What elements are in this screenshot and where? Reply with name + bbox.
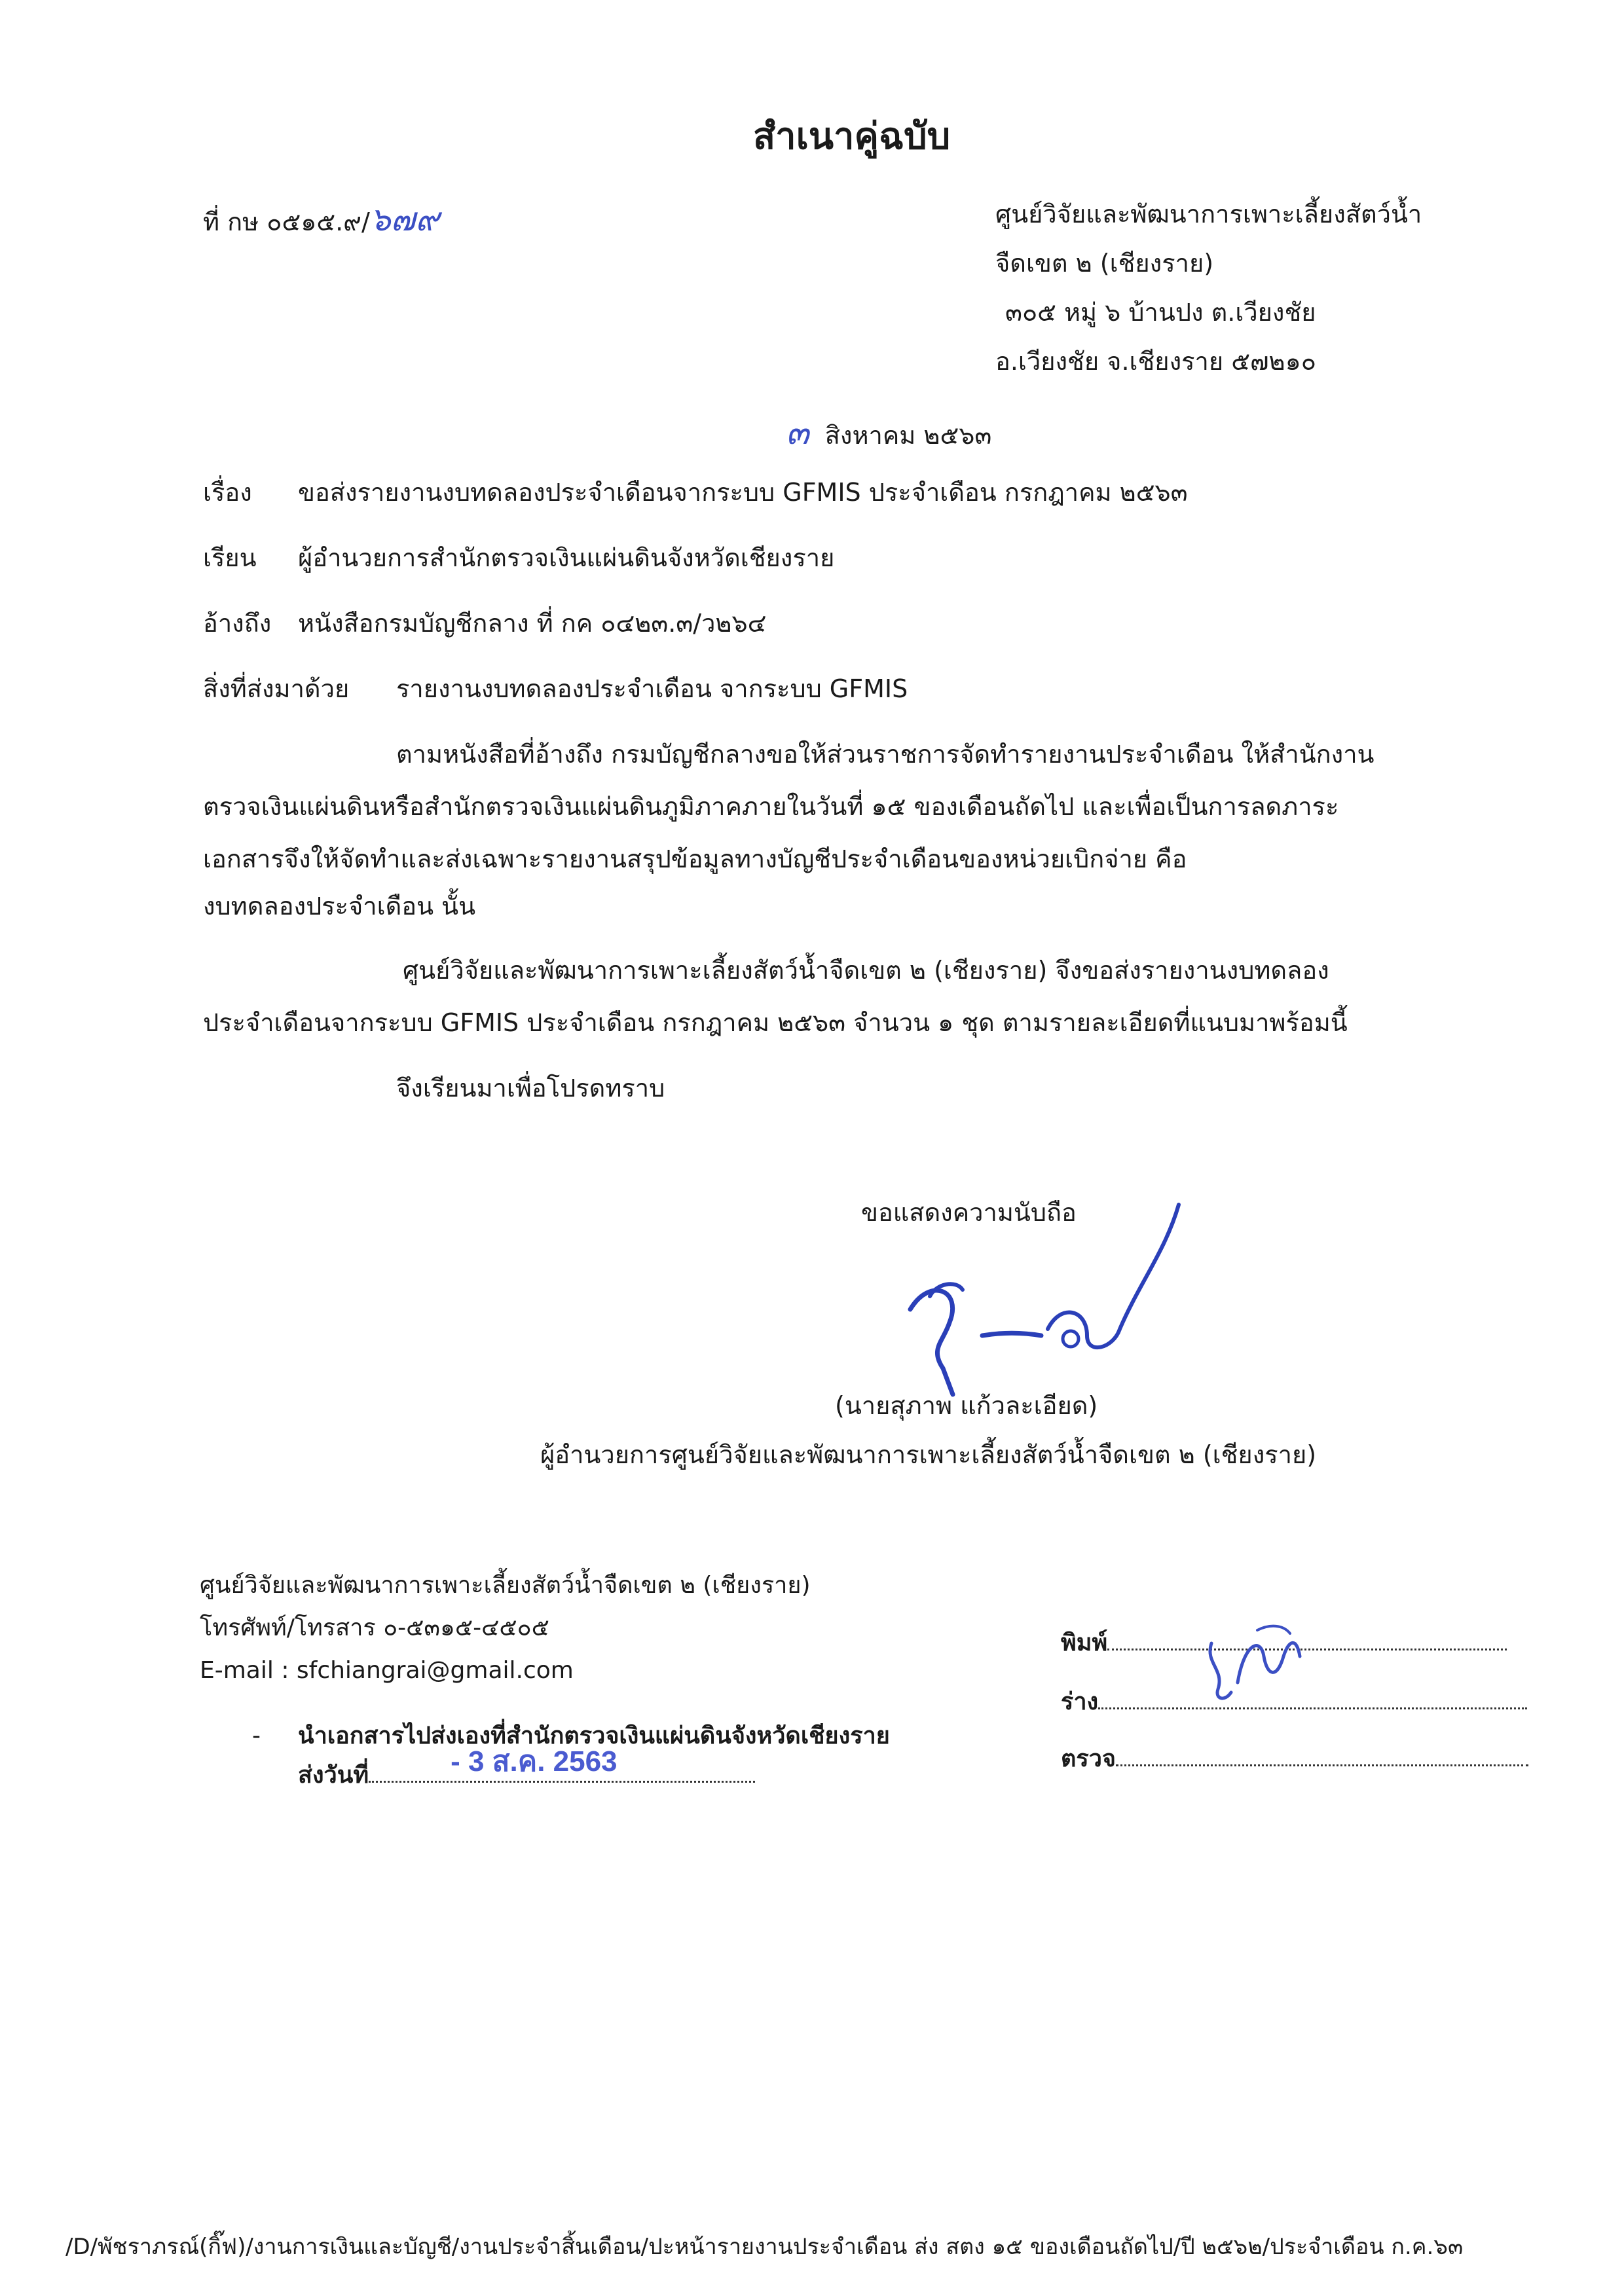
subject-label: เรื่อง	[203, 478, 252, 507]
letter-date	[786, 412, 991, 453]
approval-check-line	[1116, 1764, 1528, 1766]
handwritten-day: ๓	[786, 413, 809, 452]
signer-name: (นายสุภาพ แก้วละเอียด)	[835, 1391, 1098, 1420]
file-path: /D/พัชราภรณ์(กิ๊ฟ)/งานการเงินและบัญชี/งานประจำสิ้นเดือน/ปะหน้ารายงานประจำเดือน ส่ง สตง ๑๕ ของเดือนถัดไป/ปี ๒๕๖๒/ประจำเดือน ก.ค.๖๓	[65, 2234, 1464, 2260]
approval-initials-drawing	[1198, 1617, 1316, 1709]
body-paragraph-3: จึงเรียนมาเพื่อโปรดทราบ	[396, 1074, 665, 1102]
body-paragraph-1-line-4: งบทดลองประจำเดือน นั้น	[203, 892, 476, 920]
sender-address-line-2: จืดเขต ๒ (เชียงราย)	[995, 249, 1214, 278]
enclosure-label: สิ่งที่ส่งมาด้วย	[203, 674, 350, 703]
footer-phone: โทรศัพท์/โทรสาร ๐-๕๓๑๕-๔๕๐๕	[200, 1614, 549, 1641]
handwritten-reference-number: ๖๗๙	[369, 200, 439, 238]
body-paragraph-1-line-3: เอกสารจึงให้จัดทำและส่งเฉพาะรายงานสรุปข้อมูลทางบัญชีประจำเดือนของหน่วยเบิกจ่าย คือ	[203, 845, 1187, 873]
subject-text: ขอส่งรายงานงบทดลองประจำเดือนจากระบบ GFMIS ประจำเดือน กรกฎาคม ๒๕๖๓	[298, 478, 1188, 507]
month-year: สิงหาคม ๒๕๖๓	[824, 421, 992, 450]
footer-organization: ศูนย์วิจัยและพัฒนาการเพาะเลี้ยงสัตว์น้ำจืดเขต ๒ (เชียงราย)	[200, 1572, 811, 1599]
body-paragraph-2-line-1: ศูนย์วิจัยและพัฒนาการเพาะเลี้ยงสัตว์น้ำจืดเขต ๒ (เชียงราย) จึงขอส่งรายงานงบทดลอง	[403, 956, 1329, 985]
sender-address-line-4: อ.เวียงชัย จ.เชียงราย ๕๗๒๑๐	[995, 347, 1316, 376]
document-title: สำเนาคู่ฉบับ	[753, 115, 951, 158]
addressee-label: เรียน	[203, 543, 257, 572]
signature-drawing	[891, 1198, 1231, 1408]
body-paragraph-2-line-2: ประจำเดือนจากระบบ GFMIS ประจำเดือน กรกฎาคม ๒๕๖๓ จำนวน ๑ ชุด ตามรายละเอียดที่แนบมาพร้อมนี้	[203, 1008, 1348, 1037]
addressee-text: ผู้อำนวยการสำนักตรวจเงินแผ่นดินจังหวัดเชียงราย	[298, 543, 835, 572]
footer-email: E-mail : sfchiangrai@gmail.com	[200, 1657, 574, 1684]
body-paragraph-1-line-2: ตรวจเงินแผ่นดินหรือสำนักตรวจเงินแผ่นดินภูมิภาคภายในวันที่ ๑๕ ของเดือนถัดไป และเพื่อเป็นการลดภาระ	[203, 792, 1339, 821]
signer-position: ผู้อำนวยการศูนย์วิจัยและพัฒนาการเพาะเลี้ยงสัตว์น้ำจืดเขต ๒ (เชียงราย)	[540, 1440, 1317, 1469]
send-date-dotted-line	[369, 1745, 755, 1783]
approval-print-label: พิมพ์	[1061, 1630, 1108, 1656]
sender-address-line-1: ศูนย์วิจัยและพัฒนาการเพาะเลี้ยงสัตว์น้ำ	[995, 200, 1422, 228]
approval-draft-label: ร่าง	[1061, 1688, 1099, 1715]
closing-text: ขอแสดงความนับถือ	[861, 1198, 1077, 1227]
send-date-label: ส่งวันที่	[298, 1762, 369, 1789]
body-paragraph-1-line-1: ตามหนังสือที่อ้างถึง กรมบัญชีกลางขอให้ส่วนราชการจัดทำรายงานประจำเดือน ให้สำนักงาน	[396, 740, 1375, 769]
reference-label-field: อ้างถึง	[203, 609, 272, 638]
send-date-stamp: - 3 ส.ค. 2563	[451, 1745, 618, 1778]
send-date-row	[298, 1745, 755, 1789]
approval-check-label: ตรวจ	[1061, 1745, 1116, 1772]
reference-text: หนังสือกรมบัญชีกลาง ที่ กค ๐๔๒๓.๓/ว๒๖๔	[298, 609, 767, 638]
sender-address-line-3: ๓๐๕ หมู่ ๖ บ้านปง ต.เวียงชัย	[1005, 298, 1316, 327]
approval-check-row	[1061, 1745, 1528, 1773]
delivery-note: นำเอกสารไปส่งเองที่สำนักตรวจเงินแผ่นดินจังหวัดเชียงราย	[298, 1722, 890, 1749]
delivery-dash: -	[252, 1722, 261, 1749]
enclosure-text: รายงานงบทดลองประจำเดือน จากระบบ GFMIS	[396, 674, 908, 703]
reference-label: ที่ กษ ๐๕๑๕.๙/	[203, 208, 370, 236]
reference-number	[203, 200, 439, 239]
